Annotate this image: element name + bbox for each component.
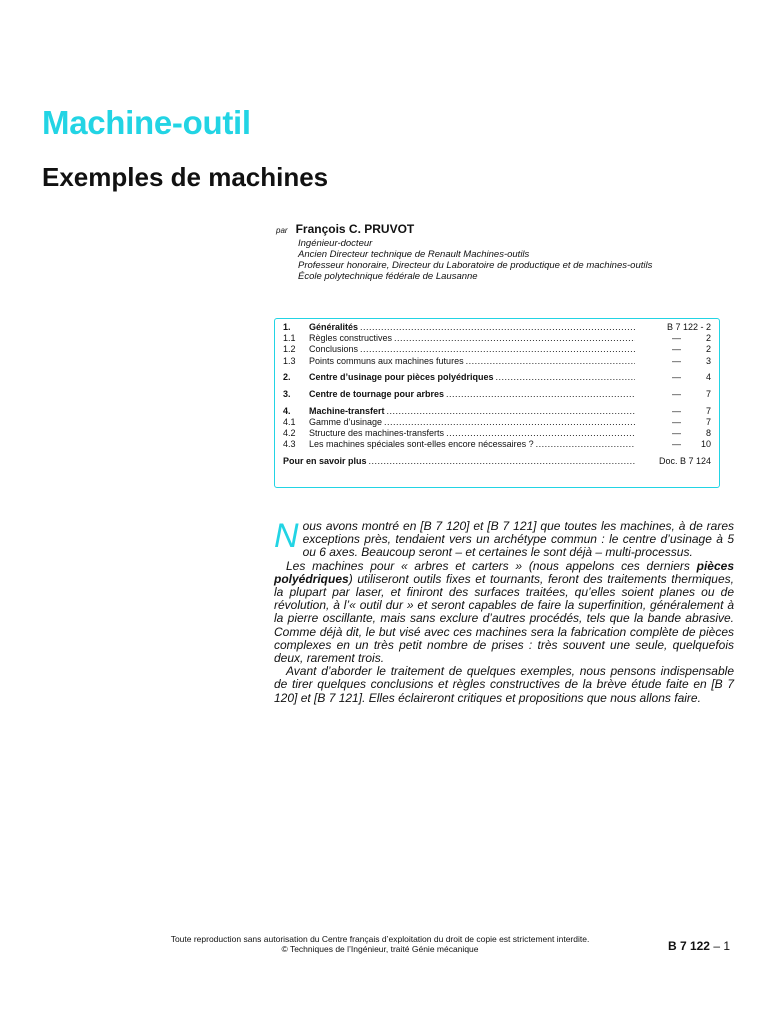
drop-cap: N [274, 517, 299, 555]
toc-reference [637, 322, 711, 333]
toc-row[interactable] [283, 428, 711, 439]
toc-row[interactable] [283, 344, 711, 355]
toc-leader-dots [394, 333, 635, 344]
toc-label: Généralités [309, 322, 359, 332]
author-name: François C. PRUVOT [295, 222, 415, 236]
toc-dash: — [672, 372, 681, 383]
toc-leader-dots [466, 356, 635, 367]
document-code: B 7 122 [667, 939, 710, 953]
toc-label: Machine-transfert [309, 405, 385, 416]
toc-reference [637, 372, 711, 383]
paragraph [274, 665, 734, 705]
toc-label: Conclusions [309, 344, 359, 355]
toc-number: 2. [283, 372, 291, 383]
toc-page: 3 [705, 355, 711, 366]
author-prefix: par [276, 226, 288, 235]
toc-row[interactable] [283, 456, 711, 467]
toc-ref-value: B 7 122 - 2 [666, 322, 711, 332]
toc-leader-dots [387, 406, 635, 417]
introduction-text [274, 517, 734, 705]
toc-page: 7 [705, 416, 711, 427]
toc-dash: — [672, 355, 681, 366]
toc-label: Centre d’usinage pour pièces polyédriques [309, 372, 494, 383]
toc-ref-value: Doc. B 7 124 [658, 455, 711, 466]
toc-row[interactable] [283, 333, 711, 344]
toc-row[interactable] [283, 389, 711, 400]
toc-row[interactable] [283, 372, 711, 383]
author-block [276, 222, 652, 282]
page-number: – 1 [713, 939, 730, 953]
author-credential: Professeur honoraire, Directeur du Laboratoire de productique et de machines-outils [298, 260, 653, 271]
toc-reference [637, 389, 711, 400]
toc-leader-dots [369, 456, 635, 467]
toc-number: 4.2 [283, 428, 296, 438]
toc-leader-dots [446, 389, 635, 400]
copyright-line: © Techniques de l’Ingénieur, traité Génie mécanique [281, 944, 479, 954]
toc-dash: — [672, 405, 681, 416]
toc-label: Structure des machines-transferts [309, 428, 445, 438]
toc-number: 1.1 [283, 333, 296, 344]
toc-number: 4. [283, 405, 291, 416]
toc-label: Les machines spéciales sont-elles encore nécessaires ? [309, 439, 534, 450]
paragraph-text: Les machines pour « arbres et carters » (nous appelons ces derniers [286, 558, 697, 573]
toc-reference [637, 428, 711, 439]
toc-number: 4.3 [283, 439, 296, 450]
toc-reference [637, 439, 711, 450]
toc-row[interactable] [283, 356, 711, 367]
toc-leader-dots [384, 417, 635, 428]
toc-leader-dots [360, 322, 635, 333]
toc-row[interactable] [283, 322, 711, 333]
toc-label: Points communs aux machines futures [309, 355, 464, 366]
toc-number: 1.3 [283, 355, 296, 366]
copyright-line: Toute reproduction sans autorisation du Centre français d’exploitation du droit de copie est strictement interdite. [170, 934, 590, 944]
toc-dash: — [672, 439, 681, 450]
toc-page: 7 [705, 388, 711, 399]
copyright-notice [120, 934, 640, 954]
table-of-contents [274, 318, 720, 488]
toc-dash: — [672, 344, 681, 355]
paragraph-text: ous avons montré en [B 7 120] et [B 7 121] que toutes les machines, à de rares exceptions près, tendaient vers un archétype commun : le centre d’usinage à 5 ou 6 axes. Beaucoup seront – et certaines le sont déjà – multi-processus. [302, 519, 734, 560]
document-subtitle: Exemples de machines [42, 162, 329, 192]
toc-dash: — [672, 428, 681, 438]
author-line [276, 222, 652, 238]
paragraph [274, 517, 734, 560]
emphasis-term: pièces polyédriques [274, 558, 734, 586]
toc-number: 4.1 [283, 416, 296, 427]
toc-leader-dots [360, 344, 635, 355]
toc-number: 1.2 [283, 344, 296, 355]
toc-number: 3. [283, 388, 291, 399]
toc-reference [637, 333, 711, 344]
toc-page: 4 [705, 372, 711, 383]
toc-label: Règles constructives [309, 333, 393, 344]
toc-leader-dots [446, 428, 635, 439]
paragraph [274, 560, 734, 666]
toc-page: 2 [705, 344, 711, 355]
paragraph-text: ) utiliseront outils fixes et tournants, feront des traitements thermiques, la plupart par laser, et finiront des surfaces traitées, qu’elles soient planes ou de révolution, à l’« outil dur » et seront capables de faire la superfinition, généralement à la pierre oscillante, mais sans exclure d’autres procédés, tels que la bande abrasive. Comme déjà dit, le but visé avec ces machines sera la fabrication complète de pièces complexes en un très petit nombre de prises : très souvent une seule, quelquefois deux, rarement trois. [274, 571, 734, 666]
toc-reference [637, 406, 711, 417]
toc-row[interactable] [283, 406, 711, 417]
toc-reference [637, 344, 711, 355]
author-credential: Ingénieur-docteur [298, 238, 373, 249]
toc-dash: — [672, 388, 681, 399]
paragraph-text: Avant d’aborder le traitement de quelques exemples, nous pensons indispensable de tirer quelques conclusions et règles constructives de la brève étude faite en [B 7 120] et [B 7 121]. Elles éclaireront critiques et propositions que nous allons faire. [274, 664, 734, 705]
toc-label: Centre de tournage pour arbres [309, 388, 445, 399]
toc-row[interactable] [283, 439, 711, 450]
toc-reference [637, 356, 711, 367]
toc-dash: — [672, 333, 681, 344]
toc-leader-dots [536, 439, 635, 450]
toc-page: 2 [705, 333, 711, 344]
toc-page: 10 [700, 439, 711, 450]
toc-reference [637, 417, 711, 428]
toc-label: Gamme d’usinage [309, 416, 383, 427]
toc-dash: — [672, 416, 681, 427]
page-reference [668, 939, 730, 953]
toc-leader-dots [496, 372, 635, 383]
document-title: Machine-outil [42, 104, 251, 141]
toc-row[interactable] [283, 417, 711, 428]
toc-label: Pour en savoir plus [283, 455, 367, 466]
author-credential: Ancien Directeur technique de Renault Machines-outils [298, 249, 530, 260]
toc-page: 8 [705, 428, 711, 438]
toc-reference [637, 456, 711, 467]
toc-number: 1. [283, 322, 291, 332]
author-credential: École polytechnique fédérale de Lausanne [298, 271, 478, 282]
toc-page: 7 [705, 405, 711, 416]
